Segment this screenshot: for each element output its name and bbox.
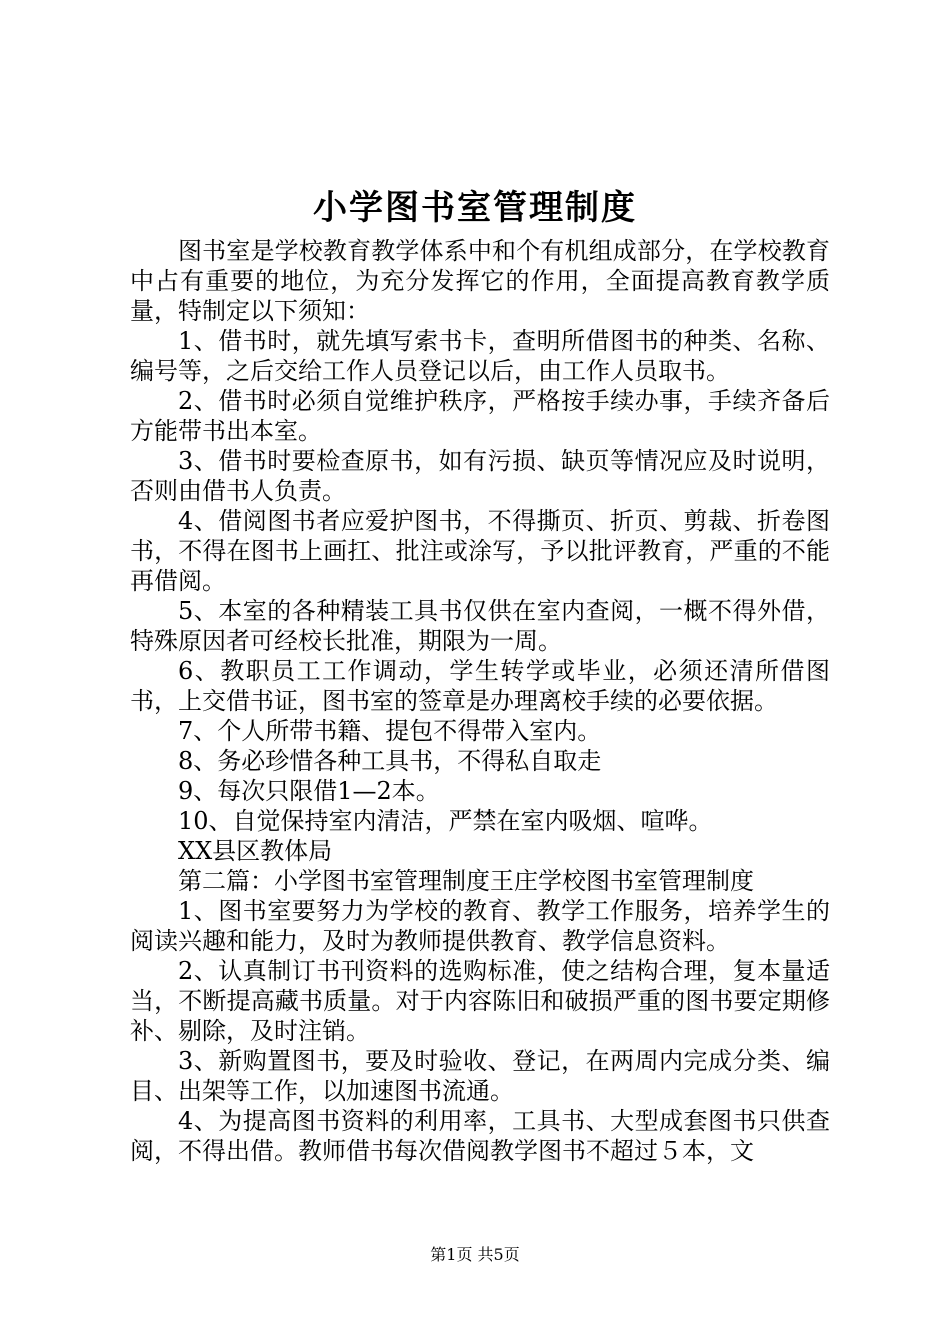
paragraph: 8、务必珍惜各种工具书，不得私自取走 — [178, 747, 602, 775]
document-body — [130, 236, 830, 1166]
paragraph: 3、新购置图书，要及时验收、登记，在两周内完成分类、编目、出架等工作，以加速图书流通。 — [130, 1047, 830, 1105]
paragraph: 2、借书时必须自觉维护秩序，严格按手续办事，手续齐备后方能带书出本室。 — [130, 387, 830, 445]
paragraph: 1、图书室要努力为学校的教育、教学工作服务，培养学生的阅读兴趣和能力，及时为教师提供教育、教学信息资料。 — [130, 897, 830, 955]
paragraph: 5、本室的各种精装工具书仅供在室内查阅，一概不得外借，特殊原因者可经校长批准，期限为一周。 — [130, 597, 830, 655]
paragraph: 4、为提高图书资料的利用率，工具书、大型成套图书只供查阅，不得出借。教师借书每次借阅教学图书不超过５本，文 — [130, 1107, 830, 1165]
paragraph: 7、个人所带书籍、提包不得带入室内。 — [178, 717, 602, 745]
page-footer: 第1页 共5页 — [430, 1245, 520, 1264]
paragraph: 图书室是学校教育教学体系中和个有机组成部分，在学校教育中占有重要的地位，为充分发挥它的作用，全面提高教育教学质量，特制定以下须知： — [130, 237, 830, 325]
paragraph: 2、认真制订书刊资料的选购标准，使之结构合理，复本量适当，不断提高藏书质量。对于内容陈旧和破损严重的图书要定期修补、剔除，及时注销。 — [130, 957, 830, 1045]
paragraph: 4、借阅图书者应爱护图书，不得撕页、折页、剪裁、折卷图书，不得在图书上画扛、批注或涂写，予以批评教育，严重的不能再借阅。 — [130, 507, 830, 595]
section-heading: 第二篇：小学图书室管理制度王庄学校图书室管理制度 — [178, 867, 754, 895]
paragraph: 1、借书时，就先填写索书卡，查明所借图书的种类、名称、编号等，之后交给工作人员登记以后，由工作人员取书。 — [130, 327, 830, 385]
document-title: 小学图书室管理制度 — [313, 188, 637, 228]
signature-line: XX县区教体局 — [178, 837, 333, 865]
paragraph: 3、借书时要检查原书，如有污损、缺页等情况应及时说明，否则由借书人负责。 — [130, 447, 830, 505]
paragraph: 10、自觉保持室内清洁，严禁在室内吸烟、喧哗。 — [178, 807, 713, 835]
paragraph: 6、教职员工工作调动，学生转学或毕业，必须还清所借图书，上交借书证，图书室的签章是办理离校手续的必要依据。 — [130, 657, 830, 715]
paragraph: 9、每次只限借1—2本。 — [178, 777, 440, 805]
